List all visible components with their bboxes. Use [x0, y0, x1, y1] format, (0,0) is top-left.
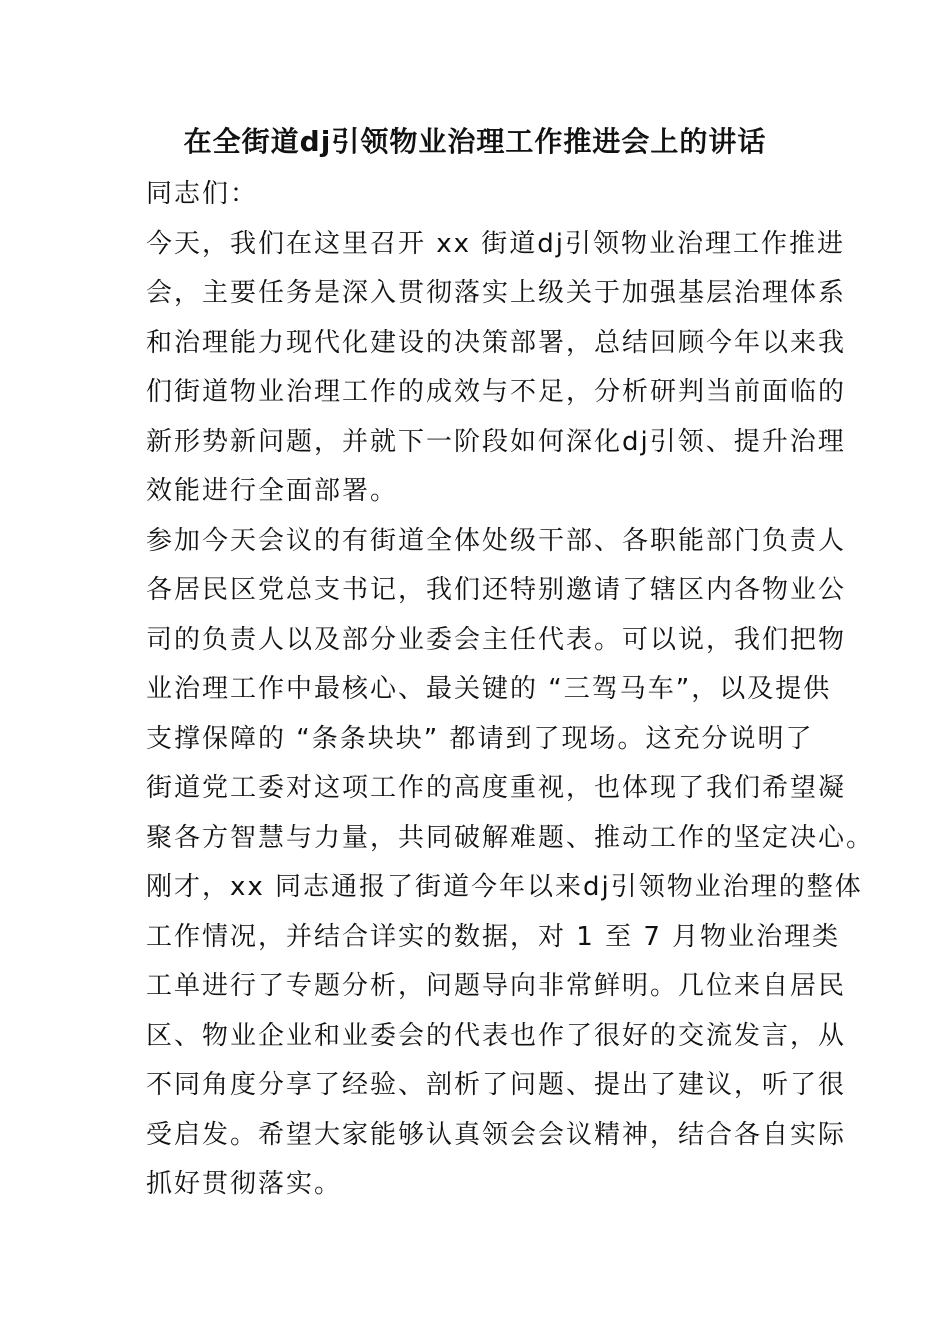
salutation	[146, 170, 806, 220]
text-line: 刚才，xx 同志通报了街道今年以来dj引领物业治理的整体	[146, 872, 863, 902]
paragraph-2	[146, 517, 875, 864]
text-line: 工作情况，并结合详实的数据，对 1 至 7 月物业治理类	[146, 921, 841, 952]
document-title: 在全街道dj引领物业治理工作推进会上的讲话	[183, 125, 767, 158]
text-line: 抓好贯彻落实。	[146, 1169, 343, 1199]
text-line: 工单进行了专题分析，问题导向非常鲜明。几位来自居民	[146, 971, 847, 1001]
text-line: 街道党工委对这项工作的高度重视，也体现了我们希望凝	[146, 773, 847, 803]
text-line: 新形势新问题，并就下一阶段如何深化dj引领、提升治理	[146, 426, 846, 457]
text-line: 各居民区党总支书记，我们还特别邀请了辖区内各物业公	[146, 575, 847, 605]
paragraph-3	[146, 863, 863, 1210]
paragraph-1	[146, 220, 847, 517]
text-line: 司的负责人以及部分业委会主任代表。可以说，我们把物	[146, 624, 847, 655]
text-line: 和治理能力现代化建设的决策部署，总结回顾今年以来我	[146, 327, 847, 358]
text-line: 业治理工作中最核心、最关键的 “三驾马车”，以及提供	[146, 674, 832, 704]
text-line: 支撑保障的 “条条块块” 都请到了现场。这充分说明了	[146, 723, 814, 754]
text-line: 不同角度分享了经验、剖析了问题、提出了建议，听了很	[146, 1070, 847, 1100]
text-line: 区、物业企业和业委会的代表也作了很好的交流发言，从	[146, 1020, 847, 1051]
text-line: 聚各方智慧与力量，共同破解难题、推动工作的坚定决心。	[146, 822, 875, 853]
text-line: 效能进行全面部署。	[146, 476, 399, 506]
text-line: 今天，我们在这里召开 xx 街道dj引领物业治理工作推进	[146, 228, 846, 259]
text-line: 们街道物业治理工作的成效与不足，分析研判当前面临的	[146, 377, 847, 407]
salutation-line: 同志们：	[146, 179, 259, 209]
text-line: 参加今天会议的有街道全体处级干部、各职能部门负责人	[146, 525, 847, 556]
document-body	[146, 170, 875, 1210]
text-line: 会，主要任务是深入贯彻落实上级关于加强基层治理体系	[146, 278, 847, 308]
text-line: 受启发。希望大家能够认真领会会议精神，结合各自实际	[146, 1119, 847, 1150]
